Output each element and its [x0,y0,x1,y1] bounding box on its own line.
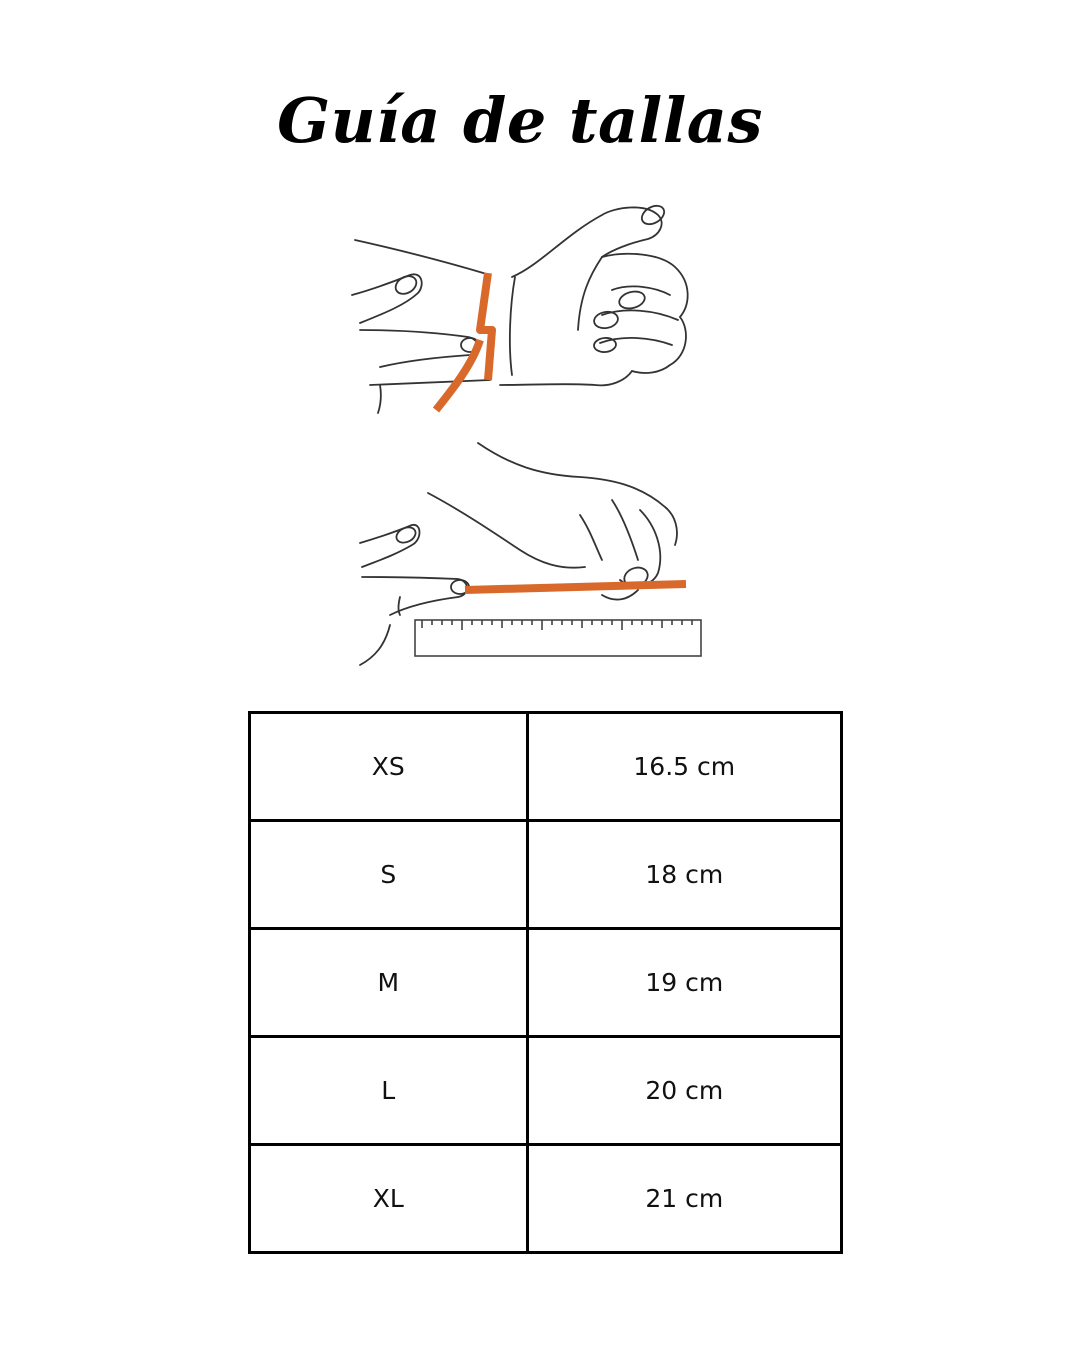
table-row [250,713,842,821]
measure-cell: 21 cm [527,1145,841,1253]
measure-cell: 16.5 cm [527,713,841,821]
ruler-tape [465,584,686,590]
wrist-measuring-tape-icon [352,202,688,413]
size-cell: XL [250,1145,528,1253]
size-cell: S [250,821,528,929]
tape-against-ruler-icon [360,443,677,665]
size-cell: XS [250,713,528,821]
table-row [250,821,842,929]
table-row [250,929,842,1037]
size-cell: L [250,1037,528,1145]
table-row [250,1037,842,1145]
table-row [250,1145,842,1253]
sizing-illustration [340,195,720,675]
size-cell: M [250,929,528,1037]
measure-cell: 20 cm [527,1037,841,1145]
size-table [248,711,843,1254]
measure-cell: 18 cm [527,821,841,929]
wrist-tape [436,273,492,410]
measure-cell: 19 cm [527,929,841,1037]
page-title: Guía de tallas [277,84,763,157]
ruler-icon [415,620,701,656]
